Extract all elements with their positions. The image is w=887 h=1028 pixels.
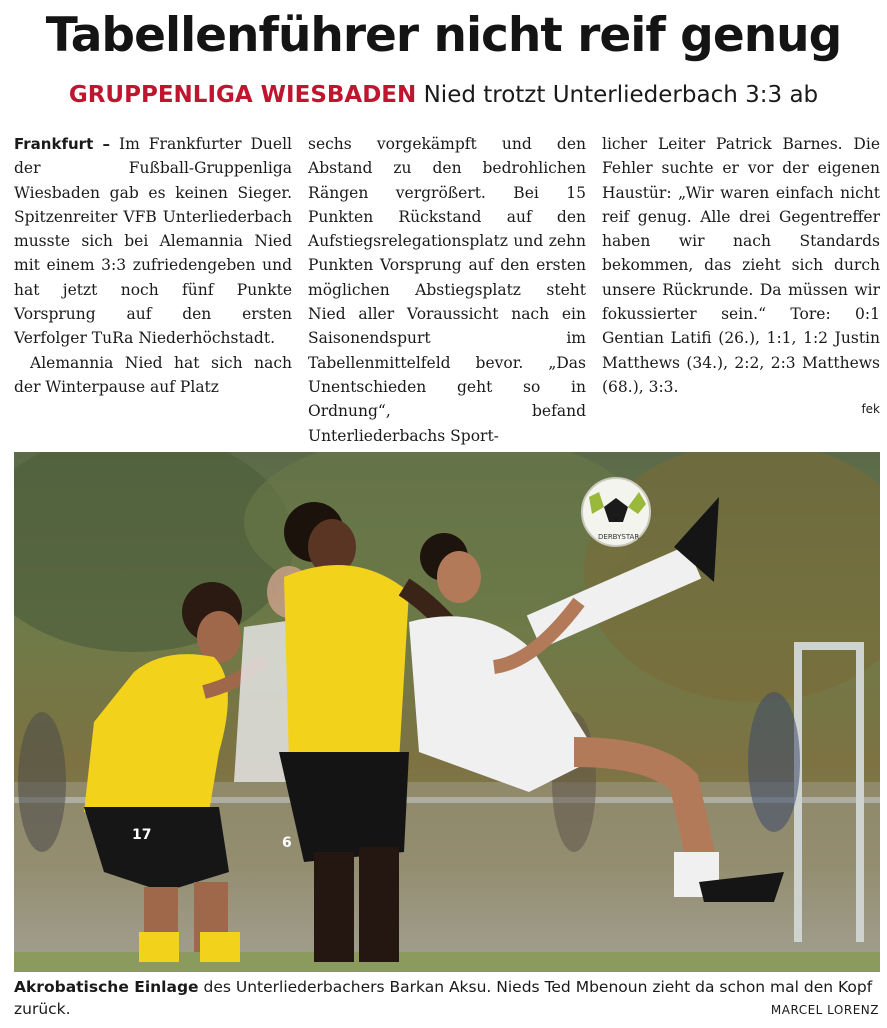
headline: Tabellenführer nicht reif genug [45,8,842,63]
paragraph-2: Alemannia Nied hat sich nach der Winterpause auf Platz [14,353,292,396]
author-initials: fek [861,402,880,417]
ball-brand: DERBYSTAR [598,533,640,541]
subheadline [0,82,887,108]
match-photo-illustration [14,452,880,972]
football [582,478,650,546]
caption-lead: Akrobatische Einlage [14,978,199,996]
column-2-text: sechs vorgekämpft und den Abstand zu den bedrohlichen Rängen vergrößert. Bei 15 Punkten Rückstand auf den Aufstiegsrelegationsplatz und zehn Punkten Vorsprung auf den ersten möglichen Abstiegsplatz steht Nied aller Voraussicht nach ein Saisonendspurt im Tabellenmittelfeld bevor. „Das Unentschieden geht so in Ordnung“, befand Unterliederbachs Sport- [308,135,586,445]
article-body [14,132,880,445]
deck: Nied trotzt Unterliederbach 3:3 ab [423,82,819,108]
column-1 [14,132,292,432]
shirt-number-6: 6 [282,835,292,851]
caption-text: des Unterliederbachers Barkan Aksu. Nieds Ted Mbenoun zieht da schon mal den Kopf zurück. [14,978,873,1018]
shirt-number-17: 17 [132,827,152,843]
kicker: GRUPPENLIGA WIESBADEN [68,82,417,108]
photo-caption [14,976,880,1020]
column-3 [602,132,880,432]
column-2 [308,132,586,445]
match-photo [14,452,880,972]
paragraph-1: Im Frankfurter Duell der Fußball-Gruppenliga Wiesbaden gab es keinen Sieger. Spitzenreiter VFB Unterliederbach musste sich bei Alemannia Nied mit einem 3:3 zufriedengeben und hat jetzt noch fünf Punkte Vorsprung auf den ersten Verfolger TuRa Niederhöchstadt. [14,135,292,348]
dateline: Frankfurt – [14,135,111,153]
photo-credit: MARCEL LORENZ [770,1003,879,1017]
column-3-text: licher Leiter Patrick Barnes. Die Fehler suchte er vor der eigenen Haustür: „Wir waren einfach nicht reif genug. Alle drei Gegentreffer haben wir nach Standards bekommen, das zieht sich durch unsere Rückrunde. Da müssen wir fokussierter sein.“ Tore: 0:1 Gentian Latifi (26.), 1:1, 1:2 Justin Matthews (34.), 2:2, 2:3 Matthews (68.), 3:3. [602,135,880,396]
